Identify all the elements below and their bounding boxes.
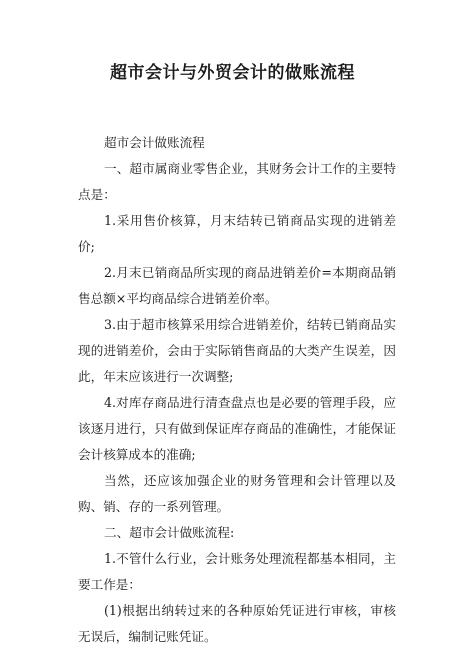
paragraph-section-two-subpoint-1: (1)根据出纳转过来的各种原始凭证进行审核，审核无误后，编制记账凭证。 [78,603,396,644]
paragraph-section-one-intro: 一、超市属商业零售企业，其财务会计工作的主要特点是： [78,161,396,202]
document-body [78,130,396,650]
paragraph-heading-supermarket-process: 超市会计做账流程 [104,135,205,150]
paragraph-point-4: 4.对库存商品进行清查盘点也是必要的管理手段，应该逐月进行，只有做到保证库存商品的准确性，才能保证会计核算成本的准确; [78,395,396,462]
paragraph-point-2: 2.月末已销商品所实现的商品进销差价=本期商品销售总额×平均商品综合进销差价率。 [78,265,396,306]
paragraph-point-3: 3.由于超市核算采用综合进销差价，结转已销商品实现的进销差价，会由于实际销售商品的大类产生误差，因此，年末应该进行一次调整; [78,317,396,384]
paragraph-section-two-heading: 二、超市会计做账流程: [104,525,235,540]
document-title: 超市会计与外贸会计的做账流程 [110,63,355,83]
paragraph-point-1: 1.采用售价核算，月末结转已销商品实现的进销差价; [78,213,396,254]
paragraph-management-note: 当然，还应该加强企业的财务管理和会计管理以及购、销、存的一系列管理。 [78,473,396,514]
paragraph-section-two-point-1: 1.不管什么行业，会计账务处理流程都基本相同，主要工作是： [78,551,396,592]
